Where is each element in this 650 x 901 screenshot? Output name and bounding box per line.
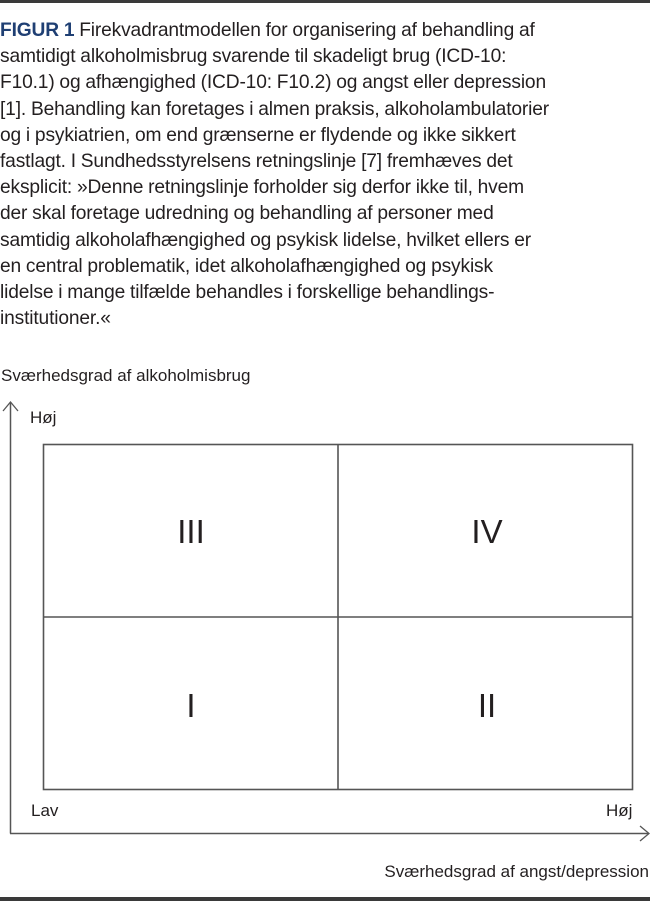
caption-line: institutioner.«: [0, 308, 111, 330]
caption-line: fastlagt. I Sundhedsstyrelsens retningslinje [7] fremhæves det: [0, 151, 513, 173]
caption-line: en central problematik, idet alkoholafhængighed og psykisk: [0, 255, 493, 277]
caption-line: lidelse i mange tilfælde behandles i forskellige behandlings-: [0, 282, 495, 304]
caption-text: Firekvadrantmodellen for organisering af behandling af: [74, 20, 535, 41]
figure-label: FIGUR 1: [0, 20, 75, 41]
caption-line: og i psykiatrien, om end grænserne er flydende og ikke sikkert: [0, 124, 516, 146]
caption-line: samtidig alkoholafhængighed og psykisk lidelse, hvilket ellers er: [0, 229, 532, 251]
x-axis-title: Sværhedsgrad af angst/depression: [384, 862, 649, 881]
x-axis-high-label: Høj: [606, 801, 633, 820]
caption-line: der skal foretage udredning og behandling af personer med: [0, 203, 494, 225]
y-axis-title: Sværhedsgrad af alkoholmisbrug: [1, 366, 251, 385]
caption-line: [1]. Behandling kan foretages i almen praksis, alkoholambulatorier: [0, 98, 550, 120]
quadrant-I-label: I: [186, 687, 196, 724]
y-axis-high-label: Høj: [30, 408, 57, 427]
caption-line: eksplicit: »Denne retningslinje forholder sig derfor ikke til, hvem: [0, 177, 524, 199]
x-axis-low-label: Lav: [31, 801, 59, 820]
quadrant-IV-label: IV: [471, 513, 503, 550]
caption-line: samtidigt alkoholmisbrug svarende til skadeligt brug (ICD-10:: [0, 46, 507, 68]
quadrant-III-label: III: [177, 513, 205, 550]
caption-line: F10.1) og afhængighed (ICD-10: F10.2) og angst eller depression: [0, 72, 546, 94]
quadrant-II-label: II: [477, 687, 497, 724]
bottom-rule: [0, 897, 650, 901]
